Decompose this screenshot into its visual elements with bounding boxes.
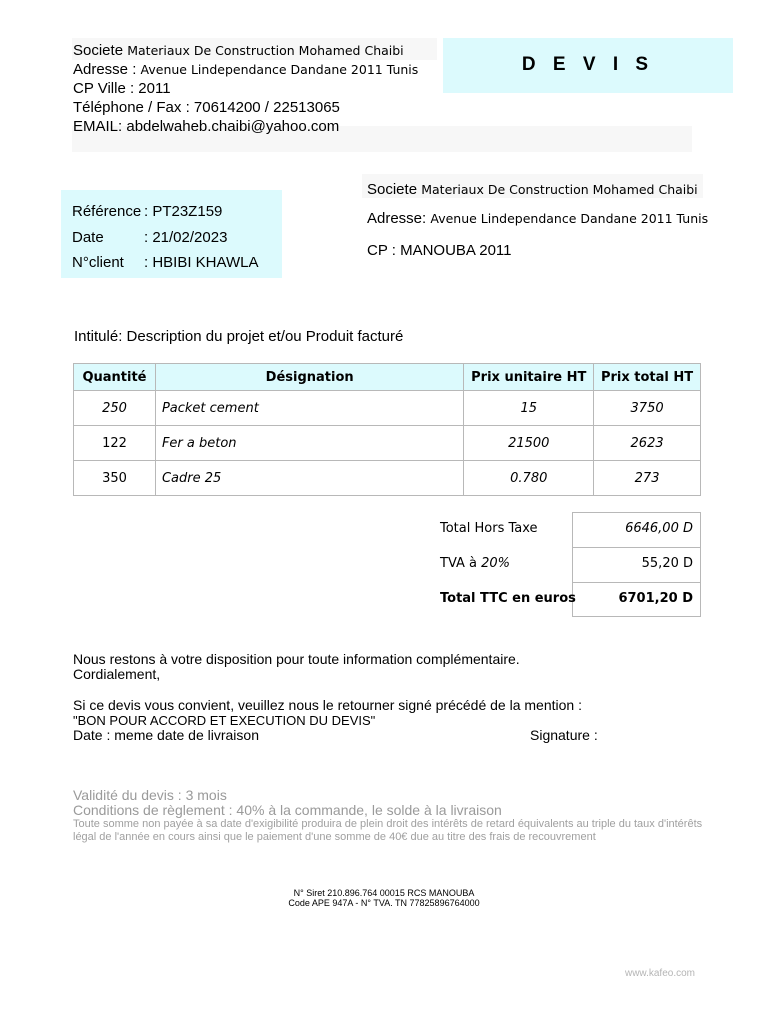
designation-cell: Fer a beton [155, 426, 463, 461]
sender-adresse-label: Adresse : [73, 61, 137, 78]
client-societe-value: Materiaux De Construction Mohamed Chaibi [421, 182, 698, 197]
sender-adresse-value: Avenue Lindependance Dandane 2011 Tunis [140, 62, 419, 77]
document-title: D E V I S [521, 54, 655, 75]
client-number-label: N°client [72, 254, 124, 271]
tva-label: TVA à [440, 556, 477, 571]
quantity-cell: 350 [74, 461, 156, 496]
table-row [74, 426, 701, 461]
message-line-3: Si ce devis vous convient, veuillez nous le retourner signé précédé de la mention : [73, 697, 582, 713]
tva-rate: 20% [481, 556, 511, 571]
client-societe-label: Societe [367, 181, 418, 198]
sender-societe-value: Materiaux De Construction Mohamed Chaibi [127, 43, 404, 58]
column-header: Prix unitaire HT [464, 364, 594, 391]
column-header: Désignation [155, 364, 463, 391]
watermark: www.kafeo.com [624, 968, 695, 979]
client-number-value: : HBIBI KHAWLA [144, 254, 259, 271]
tva-label-group [440, 556, 510, 571]
client-cp: CP : MANOUBA 2011 [367, 242, 512, 259]
client-societe [367, 181, 698, 198]
intitule: Intitulé: Description du projet et/ou Produit facturé [74, 328, 404, 345]
footer-ape: Code APE 947A - N° TVA. TN 77825896764000 [288, 898, 480, 908]
total-ht-value: 6646,00 D [625, 521, 693, 536]
total-ht-label: Total Hors Taxe [440, 521, 538, 536]
tva-value: 55,20 D [641, 556, 693, 571]
footer-siret: N° Siret 210.896.764 00015 RCS MANOUBA [293, 888, 475, 898]
message-line-1: Nous restons à votre disposition pour toute information complémentaire. [73, 651, 520, 667]
designation-cell: Packet cement [155, 391, 463, 426]
total-price-cell: 273 [594, 461, 701, 496]
reference-row [72, 203, 222, 220]
conditions-reglement: Conditions de règlement : 40% à la commande, le solde à la livraison [73, 802, 502, 818]
total-ht-row [432, 512, 701, 547]
date-value: : 21/02/2023 [144, 229, 228, 246]
quantity-cell: 122 [74, 426, 156, 461]
signature-label: Signature : [530, 727, 598, 743]
total-price-cell: 3750 [594, 391, 701, 426]
client-adresse-label: Adresse: [367, 210, 427, 227]
tva-row [432, 547, 701, 582]
sender-block [73, 41, 418, 136]
sender-cp-ville: CP Ville : 2011 [73, 80, 171, 97]
reference-value: : PT23Z159 [144, 203, 223, 220]
designation-cell: Cadre 25 [155, 461, 463, 496]
sender-societe-label: Societe [73, 42, 124, 59]
message-line-4: "BON POUR ACCORD ET EXECUTION DU DEVIS" [73, 713, 376, 728]
date-label: Date [72, 229, 104, 246]
table-row [74, 461, 701, 496]
sender-telephone: Téléphone / Fax : 70614200 / 22513065 [73, 99, 340, 116]
validite: Validité du devis : 3 mois [73, 787, 227, 803]
table-header-row [74, 364, 701, 391]
ttc-value: 6701,20 D [618, 591, 693, 606]
reference-label: Référence [72, 203, 142, 220]
client-adresse [367, 210, 708, 227]
column-header: Quantité [74, 364, 156, 391]
legal-text: Toute somme non payée à sa date d'exigibilité produira de plein droit des intérêts de retard équivalents au triple du taux d'intérêts légal de l'année en cours ainsi que le paiement d'une somme de 40€ due au titre des frais de recouvrement [73, 818, 703, 843]
date-livraison: Date : meme date de livraison [73, 727, 259, 743]
unit-price-cell: 15 [464, 391, 594, 426]
sender-email: EMAIL: abdelwaheb.chaibi@yahoo.com [73, 118, 340, 135]
unit-price-cell: 0.780 [464, 461, 594, 496]
items-table [73, 363, 701, 496]
unit-price-cell: 21500 [464, 426, 594, 461]
ttc-row [432, 582, 701, 617]
ttc-label: Total TTC en euros [440, 591, 576, 606]
total-price-cell: 2623 [594, 426, 701, 461]
table-row [74, 391, 701, 426]
totals-block [432, 512, 701, 617]
column-header: Prix total HT [594, 364, 701, 391]
date-row [72, 229, 227, 246]
quantity-cell: 250 [74, 391, 156, 426]
message-line-2: Cordialement, [73, 666, 161, 682]
client-adresse-value: Avenue Lindependance Dandane 2011 Tunis [430, 211, 709, 226]
client-number-row [72, 254, 258, 271]
